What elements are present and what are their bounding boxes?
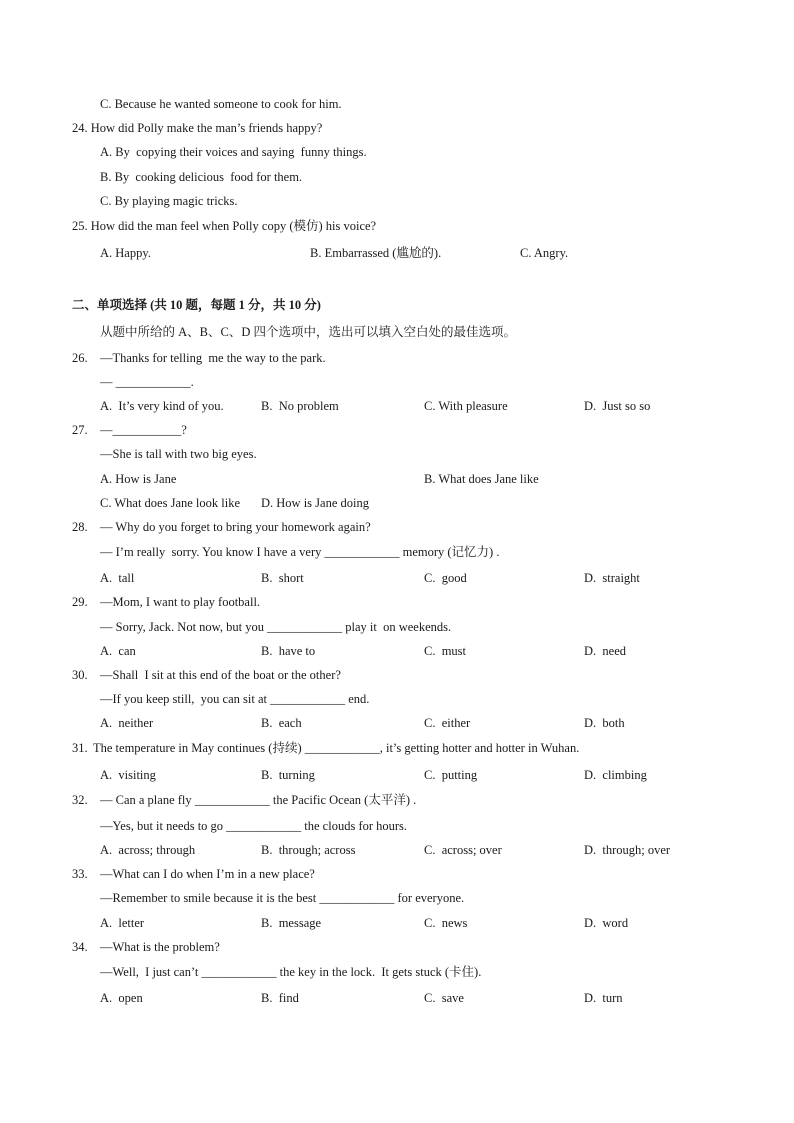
option-c: C. With pleasure (424, 399, 508, 413)
question-line: —She is tall with two big eyes. (100, 447, 257, 461)
question-line: The temperature in May continues (持续) ____________, it’s getting hotter and hotter in Wuhan. (93, 741, 580, 755)
question-line: —___________? (100, 423, 187, 437)
option-b: B. short (261, 571, 304, 585)
section-heading: 二、单项选择 (共 10 题，每题 1 分，共 10 分) (72, 298, 321, 312)
option-d: D. Just so so (584, 399, 651, 413)
q24-stem: 24. How did Polly make the man’s friends happy? (72, 121, 323, 135)
option-a: A. tall (100, 571, 135, 585)
q25-stem: 25. How did the man feel when Polly copy (模仿) his voice? (72, 219, 377, 233)
question-number: 26. (72, 351, 88, 365)
question-line: — Sorry, Jack. Not now, but you ____________ play it on weekends. (100, 620, 452, 634)
question-number: 29. (72, 595, 88, 609)
q25-option-a: A. Happy. (100, 246, 151, 260)
question-line: — Why do you forget to bring your homework again? (100, 520, 371, 534)
option-a: A. How is Jane (100, 472, 177, 486)
option-c: C. putting (424, 768, 478, 782)
question-line: —What can I do when I’m in a new place? (100, 867, 315, 881)
q24-option-a: A. By copying their voices and saying funny things. (100, 145, 367, 159)
option-d: D. turn (584, 991, 623, 1005)
option-b: B. through; across (261, 843, 356, 857)
q24-option-b: B. By cooking delicious food for them. (100, 170, 303, 184)
option-b: B. What does Jane like (424, 472, 539, 486)
option-b: B. have to (261, 644, 316, 658)
q25-option-b: B. Embarrassed (尴尬的). (310, 246, 442, 260)
option-a: A. It’s very kind of you. (100, 399, 224, 413)
option-a: A. letter (100, 916, 145, 930)
question-line: — ____________. (100, 375, 194, 389)
option-c: C. must (424, 644, 467, 658)
option-b: B. each (261, 716, 302, 730)
option-d: D. How is Jane doing (261, 496, 369, 510)
question-line: —Mom, I want to play football. (100, 595, 261, 609)
option-d: D. need (584, 644, 626, 658)
question-line: —Yes, but it needs to go ____________ the clouds for hours. (100, 819, 408, 833)
question-line: —Shall I sit at this end of the boat or the other? (100, 668, 341, 682)
question-number: 31. (72, 741, 88, 755)
option-a: A. neither (100, 716, 154, 730)
question-number: 33. (72, 867, 88, 881)
option-d: D. both (584, 716, 625, 730)
option-b: B. No problem (261, 399, 339, 413)
option-a: A. across; through (100, 843, 196, 857)
question-line: —If you keep still, you can sit at ____________ end. (100, 692, 370, 706)
option-a: A. visiting (100, 768, 156, 782)
q25-option-c: C. Angry. (520, 246, 569, 260)
option-c: C. good (424, 571, 467, 585)
option-d: D. straight (584, 571, 640, 585)
option-c: C. across; over (424, 843, 502, 857)
q24-option-c: C. By playing magic tricks. (100, 194, 238, 208)
option-a: A. open (100, 991, 143, 1005)
question-line: —What is the problem? (100, 940, 220, 954)
option-d: D. climbing (584, 768, 647, 782)
q23-option-c: C. Because he wanted someone to cook for him. (100, 97, 342, 111)
question-line: —Thanks for telling me the way to the park. (100, 351, 326, 365)
question-line: —Remember to smile because it is the best ____________ for everyone. (100, 891, 465, 905)
question-number: 34. (72, 940, 88, 954)
question-number: 32. (72, 793, 88, 807)
question-number: 28. (72, 520, 88, 534)
option-c: C. save (424, 991, 464, 1005)
option-a: A. can (100, 644, 136, 658)
option-c: C. either (424, 716, 471, 730)
question-number: 27. (72, 423, 88, 437)
section-instruction: 从题中所给的 A、B、C、D 四个选项中，选出可以填入空白处的最佳选项。 (100, 325, 516, 339)
question-number: 30. (72, 668, 88, 682)
option-c: C. What does Jane look like (100, 496, 241, 510)
option-b: B. turning (261, 768, 315, 782)
option-b: B. find (261, 991, 299, 1005)
option-d: D. through; over (584, 843, 671, 857)
option-c: C. news (424, 916, 468, 930)
question-line: — I’m really sorry. You know I have a very ____________ memory (记忆力) . (100, 545, 500, 559)
option-b: B. message (261, 916, 322, 930)
option-d: D. word (584, 916, 629, 930)
question-line: — Can a plane fly ____________ the Pacific Ocean (太平洋) . (100, 793, 417, 807)
question-line: —Well, I just can’t ____________ the key in the lock. It gets stuck (卡住). (100, 965, 482, 979)
